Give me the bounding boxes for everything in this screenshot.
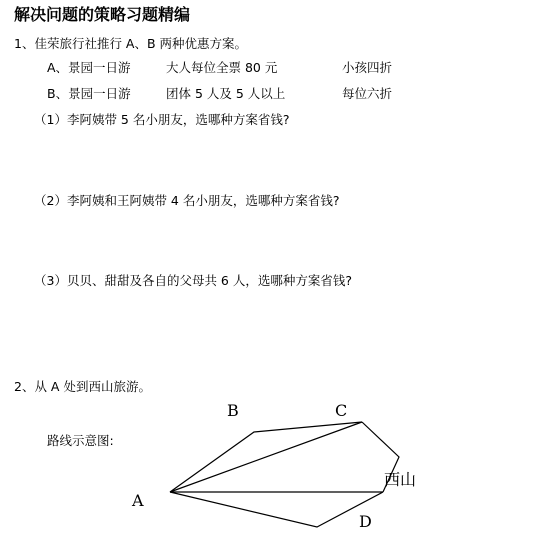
route-a-c (170, 422, 362, 492)
plan-a-name: A、景园一日游 (47, 60, 131, 75)
page-title: 解决问题的策略习题精编 (14, 5, 191, 24)
question-1-intro: 1、佳荣旅行社推行 A、B 两种优惠方案。 (14, 36, 248, 51)
point-c-label: C (335, 401, 348, 420)
point-b-label: B (227, 401, 239, 420)
plan-a-adult-price: 大人每位全票 80 元 (166, 60, 278, 75)
plan-a-child-discount: 小孩四折 (342, 60, 393, 75)
question-1-sub-2: （2）李阿姨和王阿姨带 4 名小朋友，选哪种方案省钱? (34, 193, 340, 208)
point-d-label: D (359, 512, 372, 531)
question-2-intro: 2、从 A 处到西山旅游。 (14, 379, 151, 394)
question-1-sub-1: （1）李阿姨带 5 名小朋友，选哪种方案省钱? (34, 112, 290, 127)
plan-b-group-condition: 团体 5 人及 5 人以上 (166, 86, 286, 101)
route-a-d-xishan (170, 492, 383, 527)
xishan-label: 西山 (384, 470, 417, 489)
plan-b-name: B、景园一日游 (47, 86, 131, 101)
route-diagram-label: 路线示意图: (47, 433, 114, 448)
point-a-label: A (132, 491, 144, 510)
question-1-sub-3: （3）贝贝、甜甜及各自的父母共 6 人，选哪种方案省钱? (34, 273, 352, 288)
plan-b-discount: 每位六折 (342, 86, 393, 101)
